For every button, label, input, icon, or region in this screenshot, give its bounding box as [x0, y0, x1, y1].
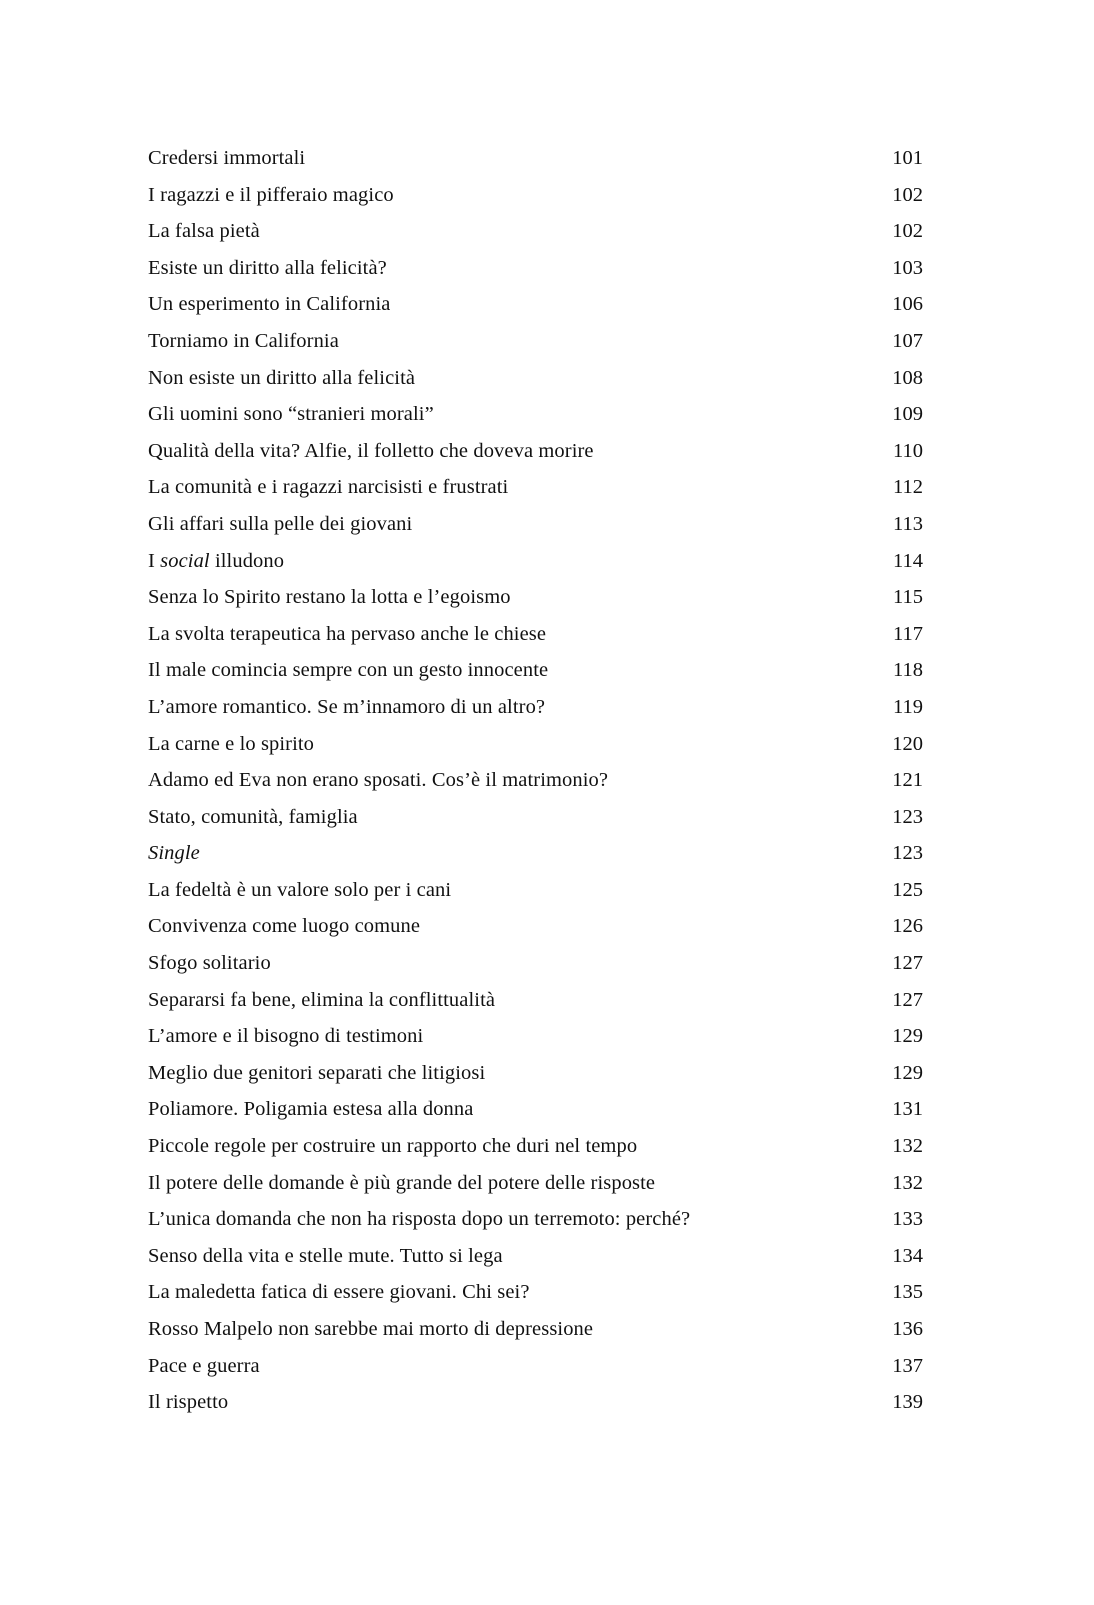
toc-entry-title: Stato, comunità, famiglia — [148, 805, 358, 828]
toc-entry[interactable] — [148, 323, 923, 360]
toc-entry-title: Gli affari sulla pelle dei giovani — [148, 512, 413, 535]
toc-entry-page-number: 123 — [892, 842, 923, 865]
toc-entry-title: La carne e lo spirito — [148, 732, 315, 755]
toc-entry[interactable] — [148, 140, 923, 177]
toc-entry-title: L’amore e il bisogno di testimoni — [148, 1025, 424, 1048]
toc-entry-title: Adamo ed Eva non erano sposati. Cos’è il matrimonio? — [148, 769, 609, 792]
toc-entry-title: Separarsi fa bene, elimina la conflittualità — [148, 988, 496, 1011]
toc-entry-title: Torniamo in California — [148, 329, 339, 352]
toc-entry-title-italic: Single — [148, 842, 200, 865]
toc-entry-page-number: 134 — [892, 1244, 923, 1267]
toc-entry[interactable] — [148, 286, 923, 323]
toc-entry-page-number: 129 — [892, 1025, 923, 1048]
toc-entry-page-number: 101 — [892, 147, 923, 169]
toc-entry[interactable] — [148, 689, 923, 726]
toc-entry-title: I social illudono — [148, 549, 285, 572]
toc-entry-title: Il potere delle domande è più grande del potere delle risposte — [148, 1171, 656, 1194]
toc-entry-title: La fedeltà è un valore solo per i cani — [148, 878, 452, 901]
toc-entry[interactable] — [148, 1348, 923, 1385]
toc-entry-title: Il male comincia sempre con un gesto innocente — [148, 659, 549, 682]
toc-entry[interactable] — [148, 1055, 923, 1092]
toc-entry-title: Qualità della vita? Alfie, il folletto che doveva morire — [148, 439, 594, 462]
toc-entry-page-number: 109 — [892, 403, 923, 426]
toc-entry-page-number: 127 — [892, 988, 923, 1011]
toc-entry[interactable] — [148, 616, 923, 653]
toc-entry-page-number: 102 — [892, 220, 923, 243]
toc-entry-list — [148, 140, 923, 1421]
toc-entry-page-number: 113 — [893, 512, 923, 535]
toc-entry-title: Pace e guerra — [148, 1354, 260, 1377]
toc-entry-page-number: 125 — [892, 878, 923, 901]
toc-entry-page-number: 135 — [892, 1281, 923, 1304]
toc-entry-title: La falsa pietà — [148, 220, 260, 243]
toc-entry-page-number: 132 — [892, 1171, 923, 1194]
toc-entry[interactable] — [148, 506, 923, 543]
toc-entry[interactable] — [148, 1201, 923, 1238]
toc-entry-page-number: 129 — [892, 1061, 923, 1084]
toc-entry-page-number: 136 — [892, 1318, 923, 1340]
toc-entry[interactable] — [148, 1384, 923, 1421]
toc-entry[interactable] — [148, 1018, 923, 1055]
toc-entry-page-number: 102 — [892, 183, 923, 206]
toc-entry[interactable] — [148, 835, 923, 872]
toc-entry-page-number: 131 — [892, 1098, 923, 1121]
toc-entry[interactable] — [148, 250, 923, 287]
toc-entry[interactable] — [148, 1238, 923, 1275]
toc-entry-page-number: 123 — [892, 805, 923, 828]
toc-entry-title — [148, 835, 200, 872]
toc-entry-page-number: 114 — [893, 549, 923, 572]
toc-entry-page-number: 139 — [892, 1391, 923, 1414]
toc-entry[interactable] — [148, 799, 923, 836]
toc-entry-title: Piccole regole per costruire un rapporto che duri nel tempo — [148, 1135, 638, 1158]
toc-entry[interactable] — [148, 762, 923, 799]
toc-entry[interactable] — [148, 433, 923, 470]
toc-entry-title: Poliamore. Poligamia estesa alla donna — [148, 1098, 474, 1121]
toc-entry-page-number: 133 — [892, 1208, 923, 1231]
toc-entry-page-number: 108 — [892, 366, 923, 389]
toc-entry[interactable] — [148, 982, 923, 1019]
toc-entry-title: La comunità e i ragazzi narcisisti e frustrati — [148, 476, 509, 499]
toc-entry[interactable] — [148, 872, 923, 909]
toc-entry-title: Credersi immortali — [148, 147, 306, 169]
toc-entry-page-number: 107 — [892, 329, 923, 352]
toc-entry-page-number: 117 — [893, 622, 923, 645]
toc-entry[interactable] — [148, 469, 923, 506]
toc-entry[interactable] — [148, 177, 923, 214]
toc-entry[interactable] — [148, 579, 923, 616]
toc-entry-page-number: 115 — [893, 586, 923, 609]
toc-entry[interactable] — [148, 396, 923, 433]
toc-entry-page-number: 103 — [892, 256, 923, 279]
toc-entry-title: La maledetta fatica di essere giovani. Chi sei? — [148, 1281, 530, 1304]
toc-entry-title: Esiste un diritto alla felicità? — [148, 256, 387, 279]
toc-entry[interactable] — [148, 360, 923, 397]
toc-entry-title-italic: social — [160, 549, 210, 572]
toc-entry-title: Il rispetto — [148, 1391, 229, 1414]
toc-entry[interactable] — [148, 908, 923, 945]
toc-entry-title: Convivenza come luogo comune — [148, 915, 421, 938]
toc-entry-title: Meglio due genitori separati che litigiosi — [148, 1061, 486, 1084]
toc-entry-title: Un esperimento in California — [148, 293, 391, 316]
toc-entry-title: Rosso Malpelo non sarebbe mai morto di depressione — [148, 1318, 594, 1340]
toc-entry[interactable] — [148, 1311, 923, 1348]
toc-entry-title: Sfogo solitario — [148, 952, 271, 975]
toc-entry-page-number: 118 — [893, 659, 923, 682]
toc-entry-title: L’unica domanda che non ha risposta dopo un terremoto: perché? — [148, 1208, 691, 1231]
toc-entry-page-number: 121 — [892, 769, 923, 792]
toc-entry[interactable] — [148, 213, 923, 250]
toc-entry[interactable] — [148, 652, 923, 689]
toc-entry-page-number: 110 — [893, 439, 923, 462]
toc-entry-page-number: 106 — [892, 293, 923, 316]
toc-entry-title: Gli uomini sono “stranieri morali” — [148, 403, 434, 426]
toc-entry[interactable] — [148, 1128, 923, 1165]
toc-entry-title: Senza lo Spirito restano la lotta e l’egoismo — [148, 586, 511, 609]
toc-entry[interactable] — [148, 726, 923, 763]
toc-entry[interactable] — [148, 1091, 923, 1128]
toc-entry-title: L’amore romantico. Se m’innamoro di un altro? — [148, 695, 546, 718]
toc-entry-page-number: 112 — [893, 476, 923, 499]
toc-entry[interactable] — [148, 1274, 923, 1311]
toc-entry-page-number: 127 — [892, 952, 923, 975]
toc-entry-title: I ragazzi e il pifferaio magico — [148, 183, 394, 206]
toc-entry-title: Senso della vita e stelle mute. Tutto si lega — [148, 1244, 503, 1267]
toc-entry-page-number: 137 — [892, 1354, 923, 1377]
toc-entry-page-number: 126 — [892, 915, 923, 938]
toc-entry-page-number: 119 — [893, 695, 923, 718]
toc-entry-page-number: 120 — [892, 732, 923, 755]
toc-entry[interactable] — [148, 543, 923, 580]
toc-entry-title: Non esiste un diritto alla felicità — [148, 366, 416, 389]
toc-entry-page-number: 132 — [892, 1135, 923, 1158]
toc-entry[interactable] — [148, 1165, 923, 1202]
toc-entry[interactable] — [148, 945, 923, 982]
toc-entry-title: La svolta terapeutica ha pervaso anche le chiese — [148, 622, 547, 645]
